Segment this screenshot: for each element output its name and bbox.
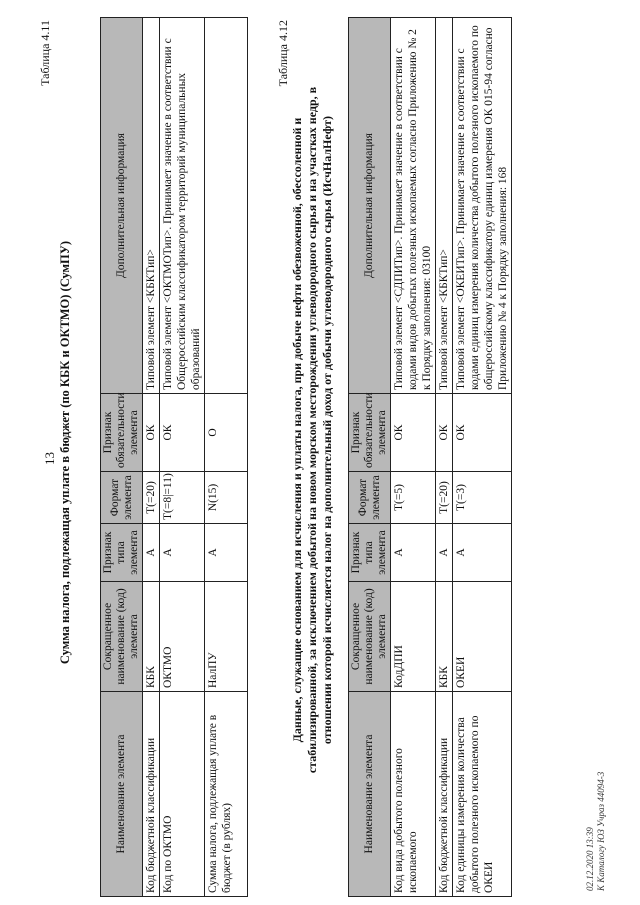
table-4-11-title: Сумма налога, подлежащая уплате в бюджет (по КБК и ОКТМО) (СумПУ): [58, 240, 72, 665]
cell-code: КодДПИ: [391, 582, 436, 692]
table-row: [160, 18, 205, 897]
table-row: [436, 18, 453, 897]
table-row: [205, 18, 248, 897]
cell-code: ОКТМО: [160, 582, 205, 692]
cell-name: Код вида добытого полезного ископаемого: [391, 692, 436, 897]
cell-info: Типовой элемент <КБКТип>: [143, 18, 160, 394]
col-header-required: Признак обязательности элемента: [349, 394, 391, 472]
cell-type: А: [143, 524, 160, 582]
col-header-name: Наименование элемента: [101, 692, 143, 897]
col-header-info: Дополнительная информация: [101, 18, 143, 394]
cell-required: ОК: [160, 394, 205, 472]
table-4-12-label: Таблица 4.12: [276, 20, 290, 87]
footer-stamp: [585, 772, 607, 891]
footer-line-1: 02.12.2020 13:39: [585, 827, 595, 891]
cell-type: А: [391, 524, 436, 582]
cell-type: А: [436, 524, 453, 582]
cell-format: T(=20): [436, 472, 453, 524]
cell-name: Сумма налога, подлежащая уплате в бюджет (в рублях): [205, 692, 248, 897]
col-header-code: Сокращенное наименование (код) элемента: [101, 582, 143, 692]
cell-name: Код бюджетной классификации: [143, 692, 160, 897]
cell-name: Код единицы измерения количества добытого полезного ископаемого по ОКЕИ: [453, 692, 512, 897]
cell-required: О: [205, 394, 248, 472]
cell-info: [205, 18, 248, 394]
table-row: [453, 18, 512, 897]
cell-code: КБК: [143, 582, 160, 692]
table-4-12-title: Данные, служащие основанием для исчисления и уплаты налога, при добыче нефти обезвоженной, обессоленной и стабилизированной, за исключением добытой на новом морском месторождении углеводородного сырья и на участках недр, в отношении которой исчисляется налог на дополнительный доход от добычи углеводородного сырья (ИсчНалНефт): [290, 86, 334, 774]
cell-type: А: [453, 524, 512, 582]
col-header-code: Сокращенное наименование (код) элемента: [349, 582, 391, 692]
cell-format: N(15): [205, 472, 248, 524]
cell-required: ОК: [143, 394, 160, 472]
col-header-type: Признак типа элемента: [101, 524, 143, 582]
cell-name: Код по ОКТМО: [160, 692, 205, 897]
cell-code: ОКЕИ: [453, 582, 512, 692]
col-header-required: Признак обязательности элемента: [101, 394, 143, 472]
cell-type: А: [205, 524, 248, 582]
col-header-format: Формат элемента: [349, 472, 391, 524]
cell-code: КБК: [436, 582, 453, 692]
cell-required: ОК: [453, 394, 512, 472]
table-row: [143, 18, 160, 897]
cell-format: T(=5): [391, 472, 436, 524]
page-number: 13: [42, 452, 57, 465]
cell-name: Код бюджетной классификации: [436, 692, 453, 897]
cell-format: T(=8|=11): [160, 472, 205, 524]
cell-code: НалПУ: [205, 582, 248, 692]
col-header-info: Дополнительная информация: [349, 18, 391, 394]
cell-info: Типовой элемент <ОКЕИТип>. Принимает значение в соответствии с кодами единиц измерения количества добытого полезного ископаемого по общероссийскому классификатору единиц измерения ОК 015-94 согласно Приложению № 4 к Порядку заполнения: 168: [453, 18, 512, 394]
footer-line-2: К Каталогу ЮЗ Учраз 44094-3: [596, 771, 606, 891]
col-header-format: Формат элемента: [101, 472, 143, 524]
table-4-11-label: Таблица 4.11: [38, 20, 52, 86]
cell-format: T(=3): [453, 472, 512, 524]
cell-required: ОК: [391, 394, 436, 472]
table-header-row: [349, 18, 391, 897]
cell-format: T(=20): [143, 472, 160, 524]
cell-info: Типовой элемент <СДПИТип>. Принимает значение в соответствии с кодами видов добытых полезных ископаемых согласно Приложению № 2 к Порядку заполнения: 03100: [391, 18, 436, 394]
cell-type: А: [160, 524, 205, 582]
table-4-12: [348, 17, 512, 897]
table-4-11: [100, 17, 248, 897]
cell-info: Типовой элемент <ОКТМОТип>. Принимает значение в соответствии с Общероссийским классификатором территорий муниципальных образований: [160, 18, 205, 394]
col-header-type: Признак типа элемента: [349, 524, 391, 582]
table-header-row: [101, 18, 143, 897]
col-header-name: Наименование элемента: [349, 692, 391, 897]
table-row: [391, 18, 436, 897]
cell-required: ОК: [436, 394, 453, 472]
cell-info: Типовой элемент <КБКТип>: [436, 18, 453, 394]
